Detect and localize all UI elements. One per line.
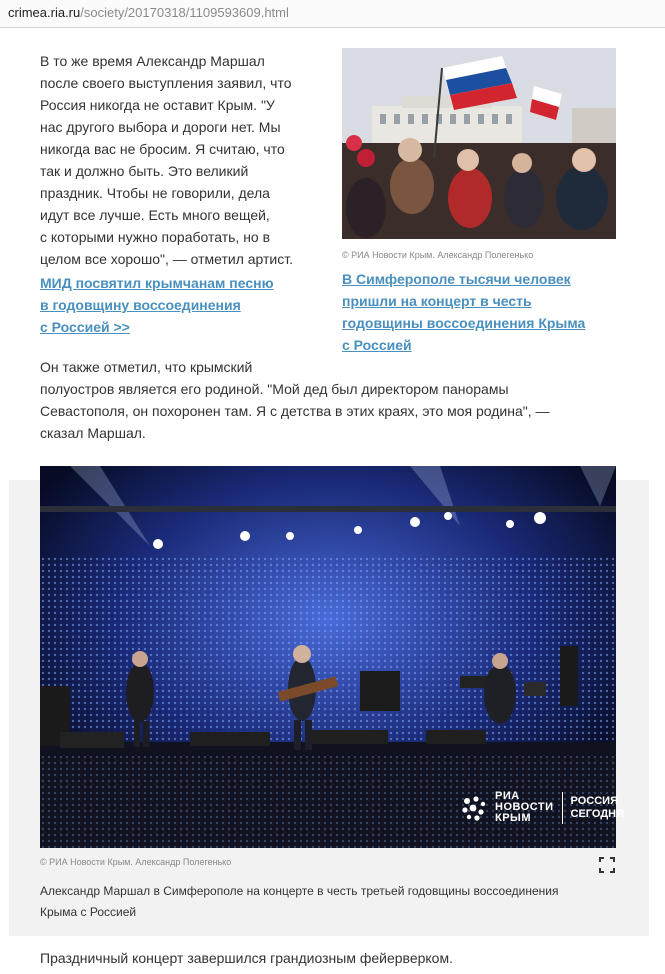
link-line: годовщины воссоединения Крыма <box>342 315 586 331</box>
related-article-link-mid[interactable] <box>40 272 310 338</box>
ria-logo-icon <box>458 792 490 824</box>
paragraph-1 <box>40 50 315 270</box>
watermark-segodnya: СЕГОДНЯ <box>570 807 625 820</box>
paragraph-3: Праздничный концерт завершился грандиозным фейерверком. <box>40 950 453 966</box>
paragraph-line: идут все лучше. Есть много вещей, <box>40 207 270 223</box>
concert-photo-title <box>40 881 600 923</box>
caption-line: Александр Маршал в Симферополе на концерте в честь третьей годовщины воссоединения <box>40 884 559 898</box>
paragraph-line: праздник. Чтобы не говорили, дела <box>40 185 270 201</box>
link-line: В Симферополе тысячи человек <box>342 271 571 287</box>
paragraph-line: Севастополя, он похоронен там. Я с детства в этих краях, это моя родина", — <box>40 403 550 419</box>
paragraph-line: полуостров является его родиной. "Мой дед был директором панорамы <box>40 381 509 397</box>
paragraph-line: Россия никогда не оставит Крым. "У <box>40 97 275 113</box>
paragraph-line: никогда вас не бросим. Я считаю, что <box>40 141 285 157</box>
caption-line: Крыма с Россией <box>40 905 137 919</box>
rally-photo-image <box>342 48 616 239</box>
ria-crimea-watermark <box>458 791 624 824</box>
paragraph-line: сказал Маршал. <box>40 425 146 441</box>
watermark-ria: РИА <box>495 790 520 802</box>
url-path: /society/20170318/1109593609.html <box>80 5 289 20</box>
paragraph-line: так и должно быть. Это великий <box>40 163 249 179</box>
concert-photo-credit: © РИА Новости Крым. Александр Полегенько <box>40 857 232 867</box>
watermark-rossiya: РОССИЯ <box>570 794 618 807</box>
url-domain: crimea.ria.ru <box>8 5 81 20</box>
address-bar[interactable] <box>0 0 665 28</box>
paragraph-line: целом все хорошо", — отметил артист. <box>40 251 293 267</box>
paragraph-line: Он также отметил, что крымский <box>40 359 253 375</box>
paragraph-2 <box>40 356 600 444</box>
link-line: МИД посвятил крымчанам песню <box>40 275 274 291</box>
paragraph-line: нас другого выбора и дороги нет. Мы <box>40 119 281 135</box>
watermark-novosti: НОВОСТИ <box>495 801 554 813</box>
paragraph-line: с которыми нужно поработать, но в <box>40 229 271 245</box>
link-line: с Россией <box>342 337 412 353</box>
paragraph-line: после своего выступления заявил, что <box>40 75 292 91</box>
watermark-krym: КРЫМ <box>495 812 531 824</box>
link-line: пришли на концерт в честь <box>342 293 532 309</box>
paragraph-line: В то же время Александр Маршал <box>40 53 265 69</box>
rally-photo[interactable] <box>342 48 616 239</box>
watermark-divider <box>562 792 563 824</box>
fullscreen-expand-icon[interactable] <box>599 857 615 873</box>
concert-photo[interactable] <box>40 466 625 848</box>
article-page <box>9 28 649 974</box>
rally-photo-credit: © РИА Новости Крым. Александр Полегенько <box>342 250 534 260</box>
link-line: с Россией >> <box>40 319 130 335</box>
related-article-link-concert[interactable] <box>342 268 614 356</box>
link-line: в годовщину воссоединения <box>40 297 241 313</box>
